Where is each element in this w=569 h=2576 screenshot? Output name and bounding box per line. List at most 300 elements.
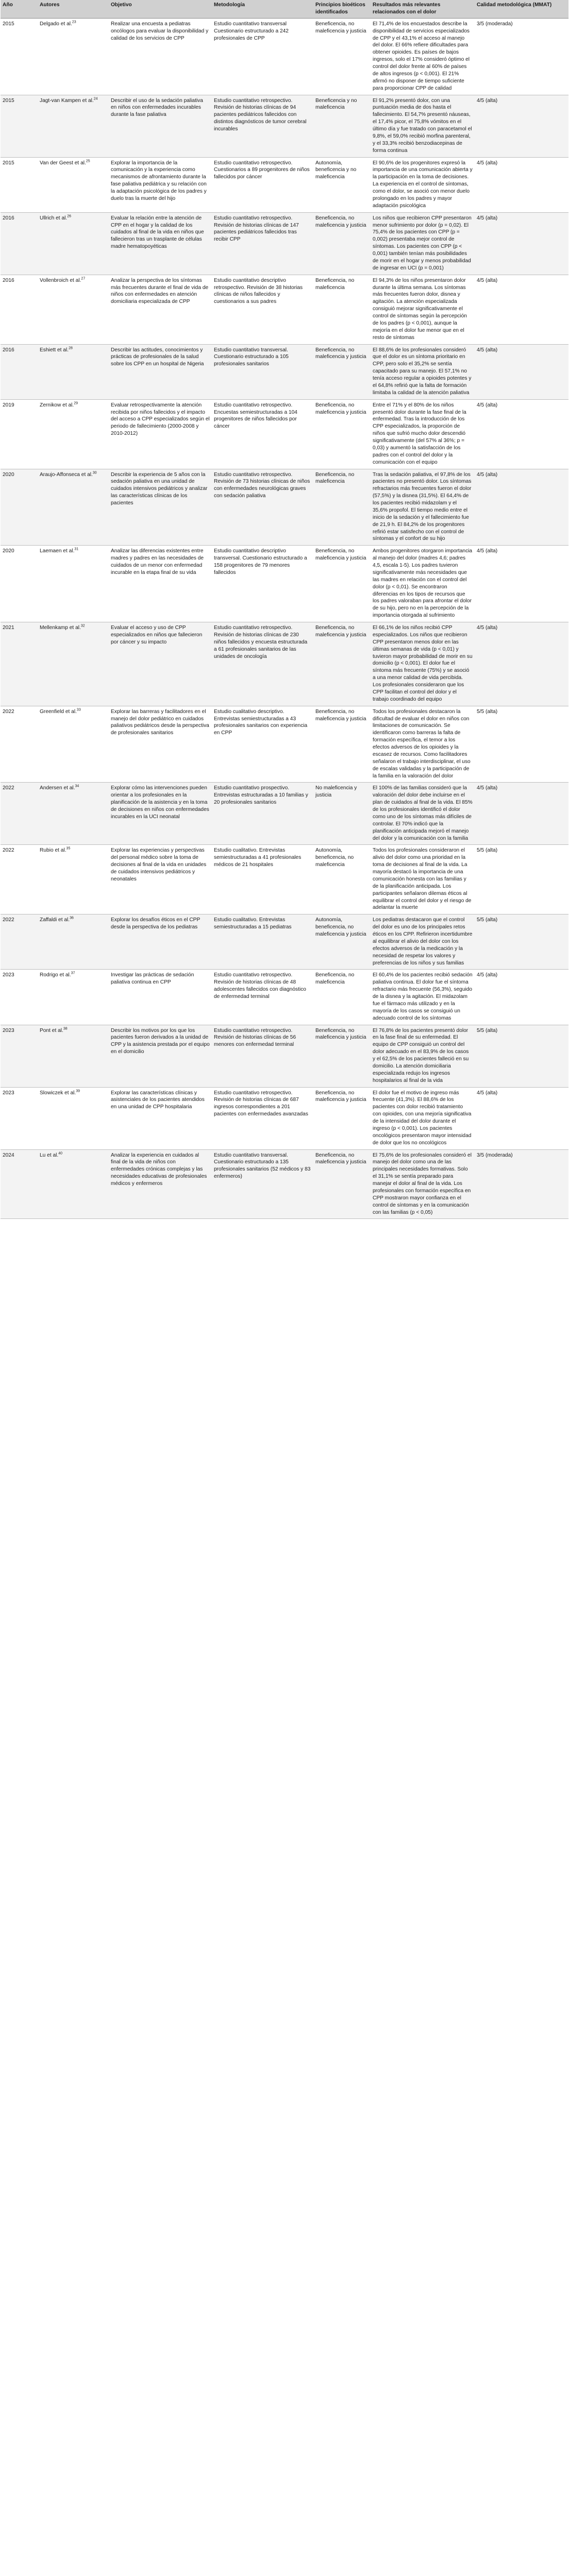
- cell-results: [371, 970, 475, 1025]
- cell-authors-text: Rodrigo et al.: [40, 972, 71, 978]
- cell-results: [371, 212, 475, 275]
- cell-authors: [38, 914, 109, 970]
- studies-table: [1, 0, 568, 1219]
- cell-year-text: 2016: [3, 215, 14, 221]
- cell-year-text: 2022: [3, 848, 14, 854]
- cell-principles: [313, 157, 371, 212]
- table-row: [1, 18, 568, 95]
- cell-results: [371, 783, 475, 845]
- cell-principles-text: Beneficencia, no maleficencia: [315, 471, 355, 485]
- cell-quality-text: 4/5 (alta): [477, 972, 498, 978]
- reference-number: 33: [76, 708, 81, 712]
- cell-principles: [313, 344, 371, 399]
- cell-methodology-text: Estudio cuantitativo prospectivo. Entrevistas estructuradas a 10 familias y 20 profesionales sanitarios: [214, 785, 308, 806]
- cell-year: [1, 157, 38, 212]
- reference-number: 34: [75, 784, 79, 788]
- table-row: [1, 1025, 568, 1087]
- cell-methodology: [212, 275, 313, 344]
- cell-principles: [313, 970, 371, 1025]
- cell-authors: [38, 399, 109, 469]
- cell-methodology: [212, 399, 313, 469]
- cell-principles: [313, 706, 371, 783]
- cell-year-text: 2023: [3, 1027, 14, 1033]
- cell-objective-text: Describir el uso de la sedación paliativa en niños con enfermedades incurables durante la fase paliativa: [111, 97, 203, 118]
- cell-results-text: Tras la sedación paliativa, el 97,8% de los pacientes no presentó dolor. Los síntomas refractarios más frecuentes fueron el dolor (57,5%) y la disnea (31,5%). El 64,4% de los pacientes recibió midazolam y el 35,6% propofol. El tiempo medio entre el inicio de la sedación y el fallecimiento fue de 21,9 h. El 84,2% de los progenitores refirió estar satisfecho con el control de síntomas y el confort de su hijo: [373, 471, 472, 542]
- cell-objective-text: Explorar los desafíos éticos en el CPP desde la perspectiva de los pediatras: [111, 917, 200, 930]
- cell-results: [371, 95, 475, 157]
- cell-quality: [475, 622, 568, 706]
- cell-year-text: 2019: [3, 402, 14, 408]
- table-row: [1, 706, 568, 783]
- cell-year-text: 2022: [3, 785, 14, 791]
- cell-methodology-text: Estudio cuantitativo retrospectivo. Revisión de historias clínicas de 94 pacientes pediátricos fallecidos con distintos diagnósticos de tumor cerebral incurables: [214, 97, 307, 132]
- table-row: [1, 212, 568, 275]
- cell-methodology-text: Estudio cuantitativo retrospectivo. Cuestionarios a 89 progenitores de niños fallecidos por cáncer: [214, 160, 310, 180]
- cell-year: [1, 845, 38, 914]
- table-row: [1, 1149, 568, 1219]
- table-row: [1, 157, 568, 212]
- cell-year: [1, 706, 38, 783]
- table-row: [1, 970, 568, 1025]
- cell-principles: [313, 275, 371, 344]
- cell-results-text: El 94,3% de los niños presentaron dolor durante la última semana. Los síntomas más frecuentes fueron dolor, disnea y agitación. La atención especializada consiguió mejorar significativamente el control de síntomas según la percepción de los padres (p < 0,001), aunque la mejoría en el dolor fue menor que en el resto de síntomas: [373, 277, 467, 341]
- table-row: [1, 914, 568, 970]
- cell-principles: [313, 212, 371, 275]
- cell-quality-text: 4/5 (alta): [477, 215, 498, 221]
- table-body: [1, 18, 568, 1219]
- table-row: [1, 1087, 568, 1149]
- cell-year: [1, 1149, 38, 1219]
- cell-results-text: El dolor fue el motivo de ingreso más frecuente (41,3%). El 88,6% de los pacientes con dolor recibió tratamiento con opioides, con una mejoría significativa de la intensidad del dolor durante el ingreso (p < 0,001). Los pacientes oncológicos presentaron mayor intensidad de dolor que los no oncológicos: [373, 1090, 472, 1146]
- cell-quality: [475, 783, 568, 845]
- cell-authors-text: Lu et al.: [40, 1152, 59, 1158]
- cell-objective: [109, 95, 212, 157]
- cell-quality-text: 5/5 (alta): [477, 917, 498, 923]
- cell-quality: [475, 1087, 568, 1149]
- cell-results-text: Ambos progenitores otorgaron importancia al manejo del dolor (madres 4,6; padres 4,5, escala 1-5). Los padres tuvieron significativamente más necesidades que las madres en relación con el control del dolor (p < 0,01). Se encontraron diferencias en los tipos de recursos que los padres valoraban para afrontar el dolor de su hijo, pero no en la percepción de la importancia otorgada al sufrimiento: [373, 548, 473, 619]
- cell-principles-text: Beneficencia, no maleficencia y justicia: [315, 1090, 366, 1103]
- cell-quality-text: 5/5 (alta): [477, 708, 498, 715]
- cell-year-text: 2022: [3, 708, 14, 715]
- cell-year: [1, 275, 38, 344]
- cell-principles-text: Beneficencia, no maleficencia y justicia: [315, 548, 366, 562]
- cell-methodology-text: Estudio cuantitativo retrospectivo. Revisión de historias clínicas de 147 pacientes pediátricos fallecidos tras recibir CPP: [214, 215, 299, 243]
- cell-methodology-text: Estudio cuantitativo descriptivo retrospectivo. Revisión de 38 historias clínicas de niños fallecidos y cuestionarios a sus padres: [214, 277, 303, 305]
- cell-results: [371, 1025, 475, 1087]
- cell-authors-text: Van der Geest et al.: [40, 160, 86, 166]
- cell-results: [371, 469, 475, 546]
- cell-objective: [109, 1087, 212, 1149]
- cell-results: [371, 157, 475, 212]
- cell-principles: [313, 914, 371, 970]
- cell-principles-text: Beneficencia, no maleficencia y justicia: [315, 402, 366, 415]
- cell-authors: [38, 18, 109, 95]
- cell-objective: [109, 845, 212, 914]
- cell-results-text: El 91,2% presentó dolor, con una puntuación media de dos hasta el fallecimiento. El 54,7% presentó náuseas, el 17,4% picor, el 75,8% vómitos en el último día y fue tratado con paracetamol el 9,8%, el 59,0% recibió morfina parenteral, y el 33,3% recibió benzodiacepinas de forma continua: [373, 97, 472, 154]
- cell-authors-text: Delgado et al.: [40, 21, 72, 27]
- cell-methodology: [212, 1025, 313, 1087]
- cell-year: [1, 914, 38, 970]
- cell-year-text: 2015: [3, 160, 14, 166]
- cell-quality-text: 5/5 (alta): [477, 848, 498, 854]
- reference-number: 39: [76, 1089, 80, 1093]
- cell-results: [371, 546, 475, 622]
- reference-number: 35: [66, 846, 71, 851]
- cell-principles: [313, 399, 371, 469]
- reference-number: 24: [93, 97, 98, 101]
- cell-year: [1, 970, 38, 1025]
- cell-results-text: El 90,6% de los progenitores expresó la importancia de una comunicación abierta y la participación en la toma de decisiones. La experiencia en el control de síntomas, como el dolor, se asoció con menor duelo prolongado en los padres y mayor adaptación psicológica: [373, 160, 473, 209]
- cell-principles-text: Beneficencia, no maleficencia: [315, 972, 355, 986]
- cell-year: [1, 622, 38, 706]
- table-row: [1, 95, 568, 157]
- header-row: [1, 0, 568, 18]
- cell-results-text: El 60,4% de los pacientes recibió sedación paliativa continua. El dolor fue el síntoma refractario más frecuente (56,3%), seguido de la disnea y la agitación. El midazolam fue el fármaco más utilizado y en la mayoría de los casos se consiguió un adecuado control de los síntomas: [373, 972, 473, 1021]
- cell-authors: [38, 1149, 109, 1219]
- header-authors: Autores: [38, 0, 109, 18]
- cell-objective-text: Explorar las características clínicas y asistenciales de los pacientes atendidos en una unidad de CPP hospitalaria: [111, 1090, 205, 1110]
- reference-number: 37: [71, 971, 75, 975]
- cell-objective-text: Describir las actitudes, conocimientos y prácticas de profesionales de la salud sobre los CPP en un hospital de Nigeria: [111, 347, 204, 367]
- cell-results: [371, 1149, 475, 1219]
- cell-methodology: [212, 469, 313, 546]
- reference-number: 36: [70, 916, 74, 920]
- cell-objective-text: Evaluar retrospectivamente la atención recibida por niños fallecidos y el impacto del acceso a CPP especializados según el periodo de fallecimiento (2000-2008 y 2010-2012): [111, 402, 210, 437]
- cell-authors-text: Laemaen et al.: [40, 548, 75, 554]
- cell-authors-text: Ullrich et al.: [40, 215, 68, 221]
- cell-year: [1, 18, 38, 95]
- cell-quality-text: 5/5 (alta): [477, 1027, 498, 1033]
- cell-year-text: 2020: [3, 548, 14, 554]
- cell-objective: [109, 157, 212, 212]
- cell-methodology: [212, 95, 313, 157]
- cell-quality: [475, 275, 568, 344]
- cell-quality-text: 3/5 (moderada): [477, 1152, 513, 1158]
- cell-year: [1, 1087, 38, 1149]
- cell-principles-text: Autonomía, beneficencia, no maleficencia y justicia: [315, 917, 366, 937]
- cell-principles-text: Beneficencia, no maleficencia y justicia: [315, 1152, 366, 1165]
- cell-quality-text: 4/5 (alta): [477, 1090, 498, 1096]
- cell-quality-text: 4/5 (alta): [477, 625, 498, 631]
- cell-authors: [38, 970, 109, 1025]
- cell-principles: [313, 469, 371, 546]
- cell-principles: [313, 1025, 371, 1087]
- cell-year-text: 2020: [3, 471, 14, 478]
- cell-objective-text: Describir los motivos por los que los pacientes fueron derivados a la unidad de CPP y la asistencia prestada por el equipo en el domicilio: [111, 1027, 210, 1055]
- cell-objective: [109, 212, 212, 275]
- cell-objective-text: Realizar una encuesta a pediatras oncólogos para evaluar la disponibilidad y calidad de los servicios de CPP: [111, 21, 209, 41]
- cell-principles-text: Beneficencia, no maleficencia y justicia: [315, 1027, 366, 1041]
- cell-principles: [313, 95, 371, 157]
- cell-quality-text: 4/5 (alta): [477, 347, 498, 353]
- cell-authors: [38, 783, 109, 845]
- cell-results-text: El 66,1% de los niños recibió CPP especializados. Los niños que recibieron CPP presentaron menos dolor en las últimas semanas de vida (p < 0,01) y tuvieron mayor probabilidad de morir en su domicilio (p < 0,001). El dolor fue el síntoma más frecuente (75%) y se asoció a una menor calidad de vida percibida. Los profesionales consideraron que los CPP facilitan el control del dolor y el trabajo coordinado del equipo: [373, 625, 473, 702]
- table-row: [1, 622, 568, 706]
- cell-quality-text: 4/5 (alta): [477, 277, 498, 283]
- cell-objective: [109, 706, 212, 783]
- cell-principles: [313, 783, 371, 845]
- cell-quality: [475, 1025, 568, 1087]
- reference-number: 27: [81, 277, 86, 281]
- cell-quality-text: 4/5 (alta): [477, 97, 498, 104]
- reference-number: 29: [74, 401, 78, 405]
- cell-results: [371, 622, 475, 706]
- cell-methodology-text: Estudio cuantitativo descriptivo transversal. Cuestionario estructurado a 158 progenitores de 79 menores fallecidos: [214, 548, 307, 575]
- cell-quality-text: 4/5 (alta): [477, 402, 498, 408]
- cell-year: [1, 399, 38, 469]
- cell-objective: [109, 399, 212, 469]
- header-results: Resultados más relevantes relacionados con el dolor: [371, 0, 475, 18]
- cell-results-text: El 71,4% de los encuestados describe la disponibilidad de servicios especializados de CPP y el 43,1% el acceso al manejo del dolor. El 66% refiere dificultades para obtener opioides. Es países de bajos ingresos, solo el 17% consideró óptimo el control del dolor frente al 60% de países de altos ingresos (p < 0,001). El 21% afirmó no disponer de tiempo suficiente para proporcionar CPP de calidad: [373, 21, 470, 91]
- cell-objective-text: Investigar las prácticas de sedación paliativa continua en CPP: [111, 972, 194, 986]
- cell-results-text: Entre el 71% y el 80% de los niños presentó dolor durante la fase final de la enfermedad. Tras la introducción de los CPP especializados, la proporción de niños que sufrió mucho dolor descendió significativamente (del 57% al 36%; p = 0,03) y aumentó la satisfacción de los padres con el control del dolor y la comunicación con el equipo: [373, 402, 466, 465]
- cell-year: [1, 95, 38, 157]
- cell-objective: [109, 18, 212, 95]
- table-row: [1, 546, 568, 622]
- cell-methodology: [212, 970, 313, 1025]
- cell-objective-text: Explorar las experiencias y perspectivas del personal médico sobre la toma de decisiones al final de la vida en unidades de cuidados intensivos pediátricos y neonatales: [111, 848, 207, 882]
- cell-results-text: Todos los profesionales destacaron la dificultad de evaluar el dolor en niños con limitaciones de comunicación. Se identificaron como barreras la falta de formación específica, el temor a los efectos adversos de los opioides y la escasez de recursos. Como facilitadores señalaron el trabajo interdisciplinar, el uso de escalas validadas y la participación de la familia en la valoración del dolor: [373, 708, 471, 779]
- reference-number: 40: [58, 1151, 63, 1156]
- cell-year-text: 2023: [3, 1090, 14, 1096]
- cell-authors-text: Rubio et al.: [40, 848, 66, 854]
- reference-number: 32: [80, 624, 85, 628]
- cell-authors-text: Greenfield et al.: [40, 708, 77, 715]
- cell-quality: [475, 95, 568, 157]
- cell-methodology-text: Estudio cuantitativo transversal Cuestionario estructurado a 242 profesionales de CPP: [214, 21, 289, 41]
- table-row: [1, 469, 568, 546]
- cell-quality-text: 3/5 (moderada): [477, 21, 513, 27]
- cell-year: [1, 783, 38, 845]
- cell-objective-text: Evaluar la relación entre la atención de CPP en el hogar y la calidad de los cuidados al final de la vida en niños que fallecieron tras un trasplante de células madre hematopoyéticas: [111, 215, 204, 250]
- cell-methodology: [212, 622, 313, 706]
- cell-objective-text: Explorar cómo las intervenciones pueden orientar a los profesionales en la planificación de la asistencia y en la toma de decisiones en niños con enfermedades incurables en la UCI neonatal: [111, 785, 209, 820]
- cell-objective: [109, 622, 212, 706]
- cell-methodology: [212, 157, 313, 212]
- cell-methodology-text: Estudio cualitativo. Entrevistas semiestructuradas a 41 profesionales médicos de 21 hospitales: [214, 848, 302, 868]
- cell-quality-text: 4/5 (alta): [477, 160, 498, 166]
- table-row: [1, 399, 568, 469]
- cell-quality-text: 4/5 (alta): [477, 785, 498, 791]
- cell-authors: [38, 95, 109, 157]
- cell-authors: [38, 845, 109, 914]
- cell-year: [1, 212, 38, 275]
- cell-objective-text: Describir la experiencia de 5 años con la sedación paliativa en una unidad de cuidados intensivos pediátricos y analizar las características clínicas de los pacientes: [111, 471, 208, 506]
- cell-authors: [38, 1087, 109, 1149]
- cell-principles-text: Beneficencia, no maleficencia y justicia: [315, 21, 366, 34]
- cell-methodology-text: Estudio cualitativo descriptivo. Entrevistas semiestructuradas a 43 profesionales sanitarios con experiencia en CPP: [214, 708, 308, 736]
- header-quality: Calidad metodológica (MMAT): [475, 0, 568, 18]
- cell-authors-text: Andersen et al.: [40, 785, 75, 791]
- cell-authors: [38, 212, 109, 275]
- cell-authors: [38, 1025, 109, 1087]
- cell-objective-text: Explorar la importancia de la comunicación y la experiencia como mecanismos de afrontamiento durante la fase paliativa pediátrica y su relación con la adaptación psicológica de los padres y duelo tras la muerte del hijo: [111, 160, 207, 201]
- cell-objective-text: Analizar la experiencia en cuidados al final de la vida de niños con enfermedades crónicas complejas y las necesidades educativas de profesionales médicos y enfermeros: [111, 1152, 207, 1187]
- cell-quality: [475, 157, 568, 212]
- cell-principles-text: Beneficencia y no maleficencia: [315, 97, 357, 111]
- cell-results: [371, 1087, 475, 1149]
- cell-authors-text: Araujo-Affonseca et al.: [40, 471, 93, 478]
- cell-year-text: 2021: [3, 625, 14, 631]
- cell-authors-text: Vollenbroich et al.: [40, 277, 81, 283]
- cell-year: [1, 469, 38, 546]
- cell-results-text: El 88,6% de los profesionales consideró que el dolor es un síntoma prioritario en CPP, pero solo el 35,2% se sentía capacitado para su manejo. El 57,1% no tenía acceso regular a opioides potentes y el 64,8% refirió que la falta de formación limitaba la calidad de la atención paliativa: [373, 347, 472, 396]
- cell-methodology-text: Estudio cuantitativo transversal. Cuestionario estructurado a 105 profesionales sanitarios: [214, 347, 289, 367]
- cell-quality: [475, 914, 568, 970]
- cell-quality-text: 4/5 (alta): [477, 471, 498, 478]
- cell-year-text: 2015: [3, 97, 14, 104]
- cell-results: [371, 914, 475, 970]
- cell-principles: [313, 546, 371, 622]
- cell-methodology-text: Estudio cuantitativo retrospectivo. Revisión de historias clínicas de 48 adolescentes fallecidos con diagnóstico de enfermedad terminal: [214, 972, 306, 999]
- cell-year-text: 2016: [3, 277, 14, 283]
- reference-number: 38: [63, 1027, 68, 1031]
- reference-number: 30: [92, 471, 97, 475]
- cell-principles-text: Beneficencia, no maleficencia y justicia: [315, 347, 366, 360]
- cell-year-text: 2016: [3, 347, 14, 353]
- cell-results-text: El 76,8% de los pacientes presentó dolor en la fase final de su enfermedad. El equipo de CPP consiguió un control del dolor adecuado en el 83,9% de los casos y el 62,5% de los pacientes falleció en su domicilio. La atención domiciliaria especializada redujo los ingresos hospitalarios al final de la vida: [373, 1027, 469, 1083]
- cell-methodology: [212, 546, 313, 622]
- cell-methodology: [212, 1087, 313, 1149]
- cell-results: [371, 18, 475, 95]
- cell-authors-text: Mellenkamp et al.: [40, 625, 81, 631]
- reference-number: 25: [86, 159, 90, 163]
- cell-year-text: 2022: [3, 917, 14, 923]
- cell-objective: [109, 344, 212, 399]
- cell-objective: [109, 914, 212, 970]
- cell-results: [371, 344, 475, 399]
- header-methodology: Metodología: [212, 0, 313, 18]
- cell-year-text: 2015: [3, 21, 14, 27]
- cell-quality: [475, 212, 568, 275]
- cell-methodology: [212, 1149, 313, 1219]
- cell-principles-text: Beneficencia, no maleficencia y justicia: [315, 215, 366, 228]
- cell-authors: [38, 546, 109, 622]
- cell-quality: [475, 845, 568, 914]
- cell-objective-text: Analizar la perspectiva de los síntomas más frecuentes durante el final de vida de niños con enfermedades en atención domiciliaria especializada de CPP: [111, 277, 209, 305]
- cell-year: [1, 546, 38, 622]
- cell-objective-text: Analizar las diferencias existentes entre madres y padres en las necesidades de cuidados de un menor con enfermedad incurable en la etapa final de su vida: [111, 548, 204, 575]
- cell-methodology-text: Estudio cuantitativo retrospectivo. Revisión de historias clínicas de 230 niños fallecidos y encuesta estructurada a 61 profesionales sanitarios de las unidades de oncología: [214, 625, 308, 659]
- table-row: [1, 344, 568, 399]
- page: [0, 0, 569, 1219]
- cell-methodology: [212, 344, 313, 399]
- cell-authors-text: Pont et al.: [40, 1027, 63, 1033]
- cell-objective: [109, 970, 212, 1025]
- cell-authors: [38, 344, 109, 399]
- cell-principles-text: Beneficencia, no maleficencia y justicia: [315, 625, 366, 638]
- cell-results: [371, 706, 475, 783]
- cell-principles-text: Beneficencia, no maleficencia: [315, 277, 355, 291]
- cell-principles: [313, 845, 371, 914]
- cell-authors: [38, 706, 109, 783]
- cell-quality: [475, 546, 568, 622]
- cell-quality: [475, 706, 568, 783]
- cell-results: [371, 845, 475, 914]
- cell-methodology: [212, 783, 313, 845]
- cell-authors: [38, 157, 109, 212]
- cell-objective-text: Explorar las barreras y facilitadores en el manejo del dolor pediátrico en cuidados paliativos pediátricos desde la perspectiva de profesionales sanitarios: [111, 708, 209, 736]
- cell-principles: [313, 18, 371, 95]
- cell-quality: [475, 1149, 568, 1219]
- header-year: Año: [1, 0, 38, 18]
- cell-results: [371, 275, 475, 344]
- cell-methodology-text: Estudio cualitativo. Entrevistas semiestructuradas a 15 pediatras: [214, 917, 292, 930]
- cell-authors-text: Eshiett et al.: [40, 347, 69, 353]
- cell-methodology-text: Estudio cuantitativo retrospectivo. Revisión de historias clínicas de 687 ingresos correspondientes a 201 pacientes con enfermedades avanzadas: [214, 1090, 308, 1117]
- cell-quality: [475, 18, 568, 95]
- cell-authors-text: Zaffaldi et al.: [40, 917, 70, 923]
- cell-principles-text: Beneficencia, no maleficencia y justicia: [315, 708, 366, 722]
- cell-objective: [109, 546, 212, 622]
- cell-results-text: Los niños que recibieron CPP presentaron menor sufrimiento por dolor (p = 0,02). El 75,4% de los pacientes con CPP (p = 0,002) presentaba mejor control de síntomas. Los pacientes con CPP (p < 0,001) también tenían más posibilidades de morir en el hogar y menos probabilidad de ingresar en UCI (p = 0,001): [373, 215, 472, 271]
- cell-methodology-text: Estudio cuantitativo retrospectivo. Revisión de 73 historias clínicas de niños con enfermedades neurológicas graves con sedación paliativa: [214, 471, 310, 499]
- cell-principles-text: Autonomía, beneficencia, no maleficencia: [315, 848, 354, 868]
- cell-authors: [38, 622, 109, 706]
- cell-authors-text: Zernikow et al.: [40, 402, 74, 408]
- table-header: [1, 0, 568, 18]
- cell-objective-text: Evaluar el acceso y uso de CPP especializados en niños que fallecieron por cáncer y su impacto: [111, 625, 203, 645]
- cell-authors-text: Jagt-van Kampen et al.: [40, 97, 94, 104]
- table-row: [1, 783, 568, 845]
- cell-objective: [109, 783, 212, 845]
- cell-methodology: [212, 706, 313, 783]
- cell-quality: [475, 344, 568, 399]
- cell-principles-text: Autonomía, beneficencia y no maleficencia: [315, 160, 357, 180]
- cell-authors: [38, 275, 109, 344]
- cell-results-text: El 75,6% de los profesionales consideró el manejo del dolor como una de las principales necesidades formativas. Solo el 31,1% se sentía preparado para manejar el dolor al final de la vida. Los profesionales con formación específica en CPP mostraron mayor confianza en el control de síntomas y en la comunicación con las familias (p < 0,05): [373, 1152, 472, 1215]
- cell-year-text: 2023: [3, 972, 14, 978]
- cell-year-text: 2024: [3, 1152, 14, 1158]
- cell-methodology-text: Estudio cuantitativo retrospectivo. Encuestas semiestructuradas a 104 progenitores de niños fallecidos por cáncer: [214, 402, 297, 430]
- cell-objective: [109, 469, 212, 546]
- cell-principles-text: No maleficencia y justicia: [315, 785, 357, 799]
- cell-principles: [313, 622, 371, 706]
- reference-number: 31: [74, 547, 79, 551]
- table-row: [1, 845, 568, 914]
- cell-quality-text: 4/5 (alta): [477, 548, 498, 554]
- cell-results-text: Todos los profesionales consideraron el alivio del dolor como una prioridad en la toma de decisiones al final de la vida. La mayoría destacó la importancia de una comunicación honesta con las familias y de la planificación anticipada. Los participantes señalaron dilemas éticos al equilibrar el control del dolor y el riesgo de adelantar la muerte: [373, 848, 472, 911]
- cell-methodology: [212, 18, 313, 95]
- cell-methodology-text: Estudio cuantitativo retrospectivo. Revisión de historias clínicas de 56 menores con enfermedad terminal: [214, 1027, 296, 1048]
- cell-year: [1, 1025, 38, 1087]
- cell-principles: [313, 1087, 371, 1149]
- cell-quality: [475, 399, 568, 469]
- cell-methodology: [212, 212, 313, 275]
- cell-methodology-text: Estudio cuantitativo transversal. Cuestionario estructurado a 135 profesionales sanitarios (52 médicos y 83 enfermeros): [214, 1152, 311, 1180]
- cell-methodology: [212, 845, 313, 914]
- cell-results: [371, 399, 475, 469]
- cell-objective: [109, 1149, 212, 1219]
- cell-year: [1, 344, 38, 399]
- table-row: [1, 275, 568, 344]
- reference-number: 28: [69, 346, 73, 350]
- reference-number: 26: [67, 214, 72, 218]
- cell-results-text: El 100% de las familias consideró que la valoración del dolor debe incluirse en el plan de cuidados al final de la vida. El 85% de los profesionales identificó el dolor como uno de los síntomas más difíciles de controlar. El 70% indicó que la planificación anticipada mejoró el manejo del dolor y la comunicación con la familia: [373, 785, 473, 841]
- header-principles: Principios bioéticos identificados: [313, 0, 371, 18]
- cell-quality: [475, 970, 568, 1025]
- cell-objective: [109, 1025, 212, 1087]
- cell-methodology: [212, 914, 313, 970]
- cell-authors: [38, 469, 109, 546]
- cell-results-text: Los pediatras destacaron que el control del dolor es uno de los principales retos éticos en los CPP. Refirieron incertidumbre al equilibrar el alivio del dolor con los efectos adversos de la medicación y la necesidad de respetar los valores y preferencias de los niños y sus familias: [373, 917, 473, 966]
- cell-principles: [313, 1149, 371, 1219]
- cell-quality: [475, 469, 568, 546]
- reference-number: 23: [72, 20, 76, 24]
- cell-authors-text: Slowiczek et al.: [40, 1090, 76, 1096]
- cell-objective: [109, 275, 212, 344]
- header-objective: Objetivo: [109, 0, 212, 18]
